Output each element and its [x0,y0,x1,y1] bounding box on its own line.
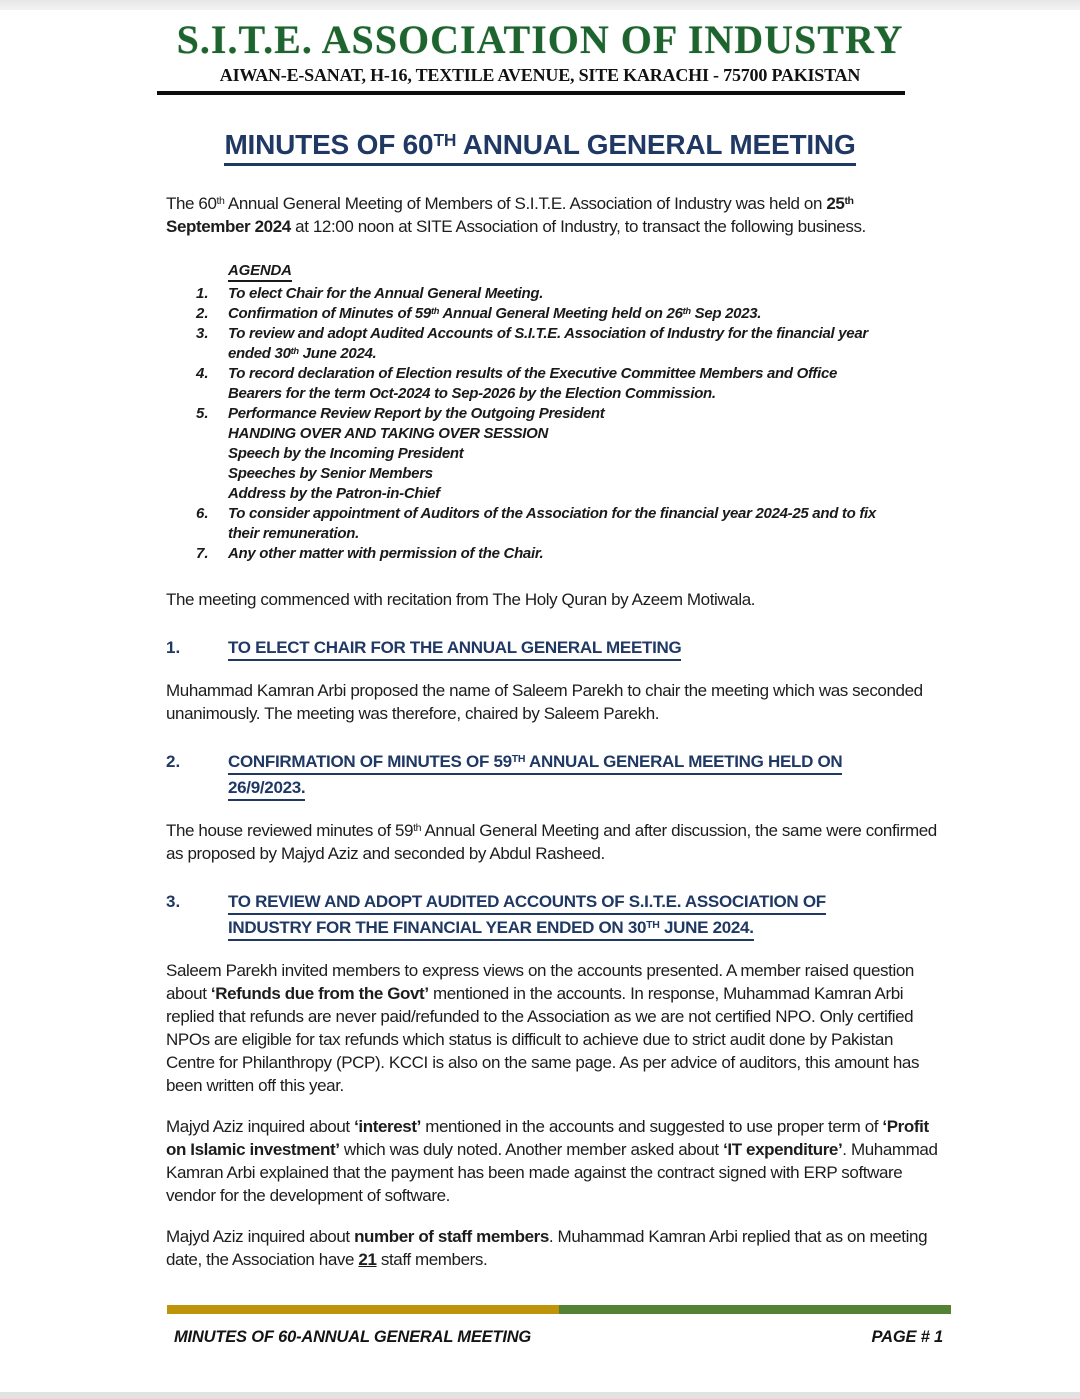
section-paragraph: Majyd Aziz inquired about ‘interest’ mentioned in the accounts and suggested to use proper term of ‘Profit on Islamic investment’ which was duly noted. Another member asked about ‘IT expenditure’. Muhammad Kamran Arbi explained that the payment has been made against the contract signed with ERP software vendor for the development of software. [166,1117,938,1205]
footer-page-number: PAGE # 1 [871,1328,943,1346]
agenda-item-line: To consider appointment of Auditors of the Association for the financial year 2024-25 and to fix [228,505,876,522]
agenda-item [196,324,930,364]
agenda-item [196,544,930,564]
agenda-item-text [228,364,930,404]
agenda-item-text [228,324,930,364]
section-heading-row [166,635,941,661]
agenda-item-number: 2. [196,305,209,322]
letterhead-rule [157,91,905,95]
agenda-list [196,284,930,564]
agenda-item-line: To review and adopt Audited Accounts of S.I.T.E. Association of Industry for the financial year [228,325,868,342]
section-heading-row [166,889,941,941]
minutes-sections [0,635,1080,1271]
agenda-item [196,304,930,324]
agenda-item-line: Confirmation of Minutes of 59th Annual General Meeting held on 26th Sep 2023. [228,305,762,322]
agenda-item-line: Bearers for the term Oct-2024 to Sep-2026 by the Election Commission. [228,385,716,402]
section-heading [228,889,941,941]
section-number: 3. [166,892,181,911]
section-paragraphs [166,959,941,1271]
document-title-text: MINUTES OF 60TH ANNUAL GENERAL MEETING [224,129,855,166]
minutes-section [166,749,941,865]
agenda-item-line: To record declaration of Election results of the Executive Committee Members and Office [228,365,838,382]
agenda-item [196,284,930,304]
agenda-item-number: 7. [196,545,209,562]
letterhead [0,0,1080,95]
agenda-item-text [228,304,930,324]
agenda-item-line: ended 30th June 2024. [228,345,377,362]
section-heading [228,635,941,661]
intro-paragraph: The 60th Annual General Meeting of Members of S.I.T.E. Association of Industry was held on 25th September 2024 at 12:00 noon at SITE Association of Industry, to transact the following business. [166,194,866,236]
minutes-section [166,889,941,1271]
agenda-item-line: To elect Chair for the Annual General Meeting. [228,285,544,302]
agenda-item [196,364,930,404]
agenda-heading: AGENDA [228,262,292,282]
agenda-item-text [228,544,930,564]
agenda-item-line: Speech by the Incoming President [228,445,464,462]
agenda-item-line: Performance Review Report by the Outgoing President [228,405,605,422]
agenda-item-text [228,504,930,544]
document-title [0,125,1080,162]
section-paragraph: The house reviewed minutes of 59th Annual General Meeting and after discussion, the same were confirmed as proposed by Majyd Aziz and seconded by Abdul Rasheed. [166,821,937,863]
agenda-item-number: 5. [196,405,209,422]
section-number: 1. [166,638,181,657]
agenda-item-line: their remuneration. [228,525,359,542]
agenda-item-number: 4. [196,365,209,382]
page-bottom-edge [0,1392,1080,1399]
section-heading [228,749,941,801]
agenda-item-line: Any other matter with permission of the Chair. [228,545,544,562]
agenda-item [196,404,930,504]
page-footer [0,1305,1080,1347]
section-number: 2. [166,752,181,771]
section-heading-text: CONFIRMATION OF MINUTES OF 59TH ANNUAL GENERAL MEETING HELD ON 26/9/2023. [228,752,842,801]
footer-divider-bar [167,1305,951,1314]
agenda-item-number: 3. [196,325,209,342]
page-top-edge [0,0,1080,10]
footer-text-row [174,1328,943,1347]
org-name: S.I.T.E. ASSOCIATION OF INDUSTRY [176,17,904,62]
section-paragraphs [166,819,941,865]
minutes-section [166,635,941,725]
agenda-item-text [228,404,930,504]
agenda-item-line: HANDING OVER AND TAKING OVER SESSION [228,425,549,442]
section-paragraph: Majyd Aziz inquired about number of staff members. Muhammad Kamran Arbi replied that as on meeting date, the Association have 21 staff members. [166,1227,928,1269]
section-paragraph: Saleem Parekh invited members to express views on the accounts presented. A member raised question about ‘Refunds due from the Govt’ mentioned in the accounts. In response, Muhammad Kamran Arbi replied that refunds are never paid/refunded to the Association as we are not certified NPO. Only certified NPOs are eligible for tax refunds which status is difficult to achieve due to strict audit done by Pakistan Centre for Philanthropy (PCP). KCCI is also on the same page. As per advice of auditors, this amount has been written off this year. [166,961,920,1095]
agenda-item-number: 1. [196,285,209,302]
footer-document-label: MINUTES OF 60-ANNUAL GENERAL MEETING [174,1328,532,1346]
section-heading-row [166,749,941,801]
footer-bar-gold-segment [167,1305,559,1314]
agenda-item-number: 6. [196,505,209,522]
footer-bar-green-segment [559,1305,951,1314]
agenda-item-text [228,284,930,304]
section-paragraphs [166,679,941,725]
section-paragraph: Muhammad Kamran Arbi proposed the name of Saleem Parekh to chair the meeting which was seconded unanimously. The meeting was therefore, chaired by Saleem Parekh. [166,681,923,723]
agenda-block [196,262,930,564]
recitation-paragraph: The meeting commenced with recitation from The Holy Quran by Azeem Motiwala. [166,590,756,609]
section-heading-text: TO REVIEW AND ADOPT AUDITED ACCOUNTS OF S.I.T.E. ASSOCIATION OF INDUSTRY FOR THE FINANCIAL YEAR ENDED ON 30TH JUNE 2024. [228,892,826,941]
section-heading-text: TO ELECT CHAIR FOR THE ANNUAL GENERAL MEETING [228,638,681,661]
agenda-item-line: Address by the Patron-in-Chief [228,485,440,502]
agenda-item [196,504,930,544]
org-address: AIWAN-E-SANAT, H-16, TEXTILE AVENUE, SITE KARACHI - 75700 PAKISTAN [219,65,861,85]
agenda-item-line: Speeches by Senior Members [228,465,433,482]
